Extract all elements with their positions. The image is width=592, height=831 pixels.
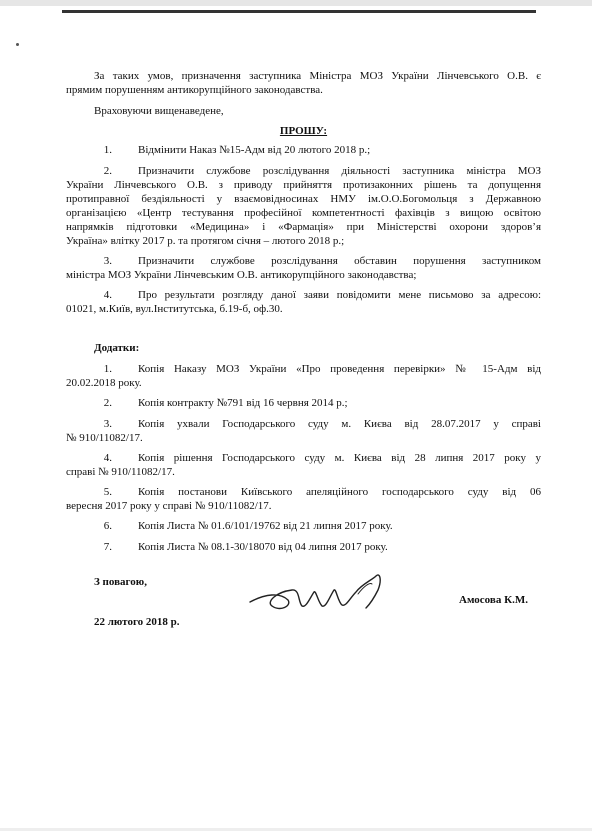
attachment-number: 5.	[103, 486, 112, 498]
closing-salutation: З повагою,	[94, 576, 147, 588]
attachment-1-line-1: Копія Наказу МОЗ України «Про проведення перевірки» № 15-Адм від	[138, 363, 541, 375]
request-2-line-5: напрямків підготовки «Медицина» і «Фармація» при Міністерстві охорони здоров’я	[66, 221, 541, 233]
attachments-heading: Додатки:	[94, 342, 140, 354]
attachment-number: 6.	[103, 520, 112, 532]
attachment-4-line-1: Копія рішення Господарського суду м. Києва від 28 липня 2017 року у	[138, 452, 541, 464]
attachment-2-line-1: Копія контракту №791 від 16 червня 2014 р.;	[138, 397, 348, 409]
attachment-number: 2.	[103, 397, 112, 409]
signatory-name: Амосова К.М.	[459, 594, 528, 606]
request-3-line-1: Призначити службове розслідування обставин порушення заступником	[138, 255, 541, 267]
request-4-line-1: Про результати розгляду даної заяви повідомити мене письмово за адресою:	[138, 289, 541, 301]
request-3-line-2: міністра МОЗ України Лінчевським О.В. антикорупційного законодавства;	[66, 269, 417, 281]
attachment-3-line-1: Копія ухвали Господарського суду м. Києва від 28.07.2017 у справі	[138, 418, 541, 430]
whereas-line: Враховуючи вищенаведене,	[94, 105, 224, 117]
attachment-number: 1.	[103, 363, 112, 375]
attachment-number: 4.	[103, 452, 112, 464]
attachment-number: 7.	[103, 541, 112, 553]
request-4-line-2: 01021, м.Київ, вул.Інститутська, б.19-б, оф.30.	[66, 303, 283, 315]
request-heading: ПРОШУ:	[279, 125, 328, 137]
request-number: 3.	[103, 255, 112, 267]
top-rule-divider	[62, 10, 536, 13]
attachment-6-line-1: Копія Листа № 01.6/101/19762 від 21 липня 2017 року.	[138, 520, 393, 532]
handwritten-signature	[240, 562, 420, 622]
scan-speck	[16, 43, 19, 46]
request-number: 4.	[103, 289, 112, 301]
scan-edge	[0, 0, 592, 6]
request-2-line-6: Україна» влітку 2017 р. та протягом січня – лютого 2018 р.;	[66, 235, 345, 247]
request-2-line-4: організацією «Центр тестування професійної компетентності фахівців з вищою освітою	[66, 207, 541, 219]
request-2-line-3: протиправної бездіяльності у взаємовідносинах НМУ ім.О.О.Богомольця з Державною	[66, 193, 541, 205]
request-number: 1.	[103, 144, 112, 156]
request-1-line-1: Відмінити Наказ №15-Адм від 20 лютого 2018 р.;	[138, 144, 371, 156]
request-2-line-1: Призначити службове розслідування діяльності заступника міністра МОЗ	[138, 165, 541, 177]
document-date: 22 лютого 2018 р.	[94, 616, 180, 628]
attachment-5-line-1: Копія постанови Київського апеляційного господарського суду від 06	[138, 486, 541, 498]
attachment-number: 3.	[103, 418, 112, 430]
request-2-line-2: України Лінчевського О.В. з приводу прийняття протизаконних рішень та допущення	[66, 179, 541, 191]
attachment-7-line-1: Копія Листа № 08.1-30/18070 від 04 липня 2017 року.	[138, 541, 388, 553]
intro-line-1: За таких умов, призначення заступника Міністра МОЗ України Лінчевського О.В. є	[94, 70, 541, 82]
attachment-5-line-2: вересня 2017 року у справі № 910/11082/17.	[66, 500, 272, 512]
attachment-3-line-2: № 910/11082/17.	[66, 432, 143, 444]
intro-line-2: прямим порушенням антикорупційного законодавства.	[66, 84, 323, 96]
attachment-1-line-2: 20.02.2018 року.	[66, 377, 142, 389]
request-number: 2.	[103, 165, 112, 177]
attachment-4-line-2: справі № 910/11082/17.	[66, 466, 175, 478]
